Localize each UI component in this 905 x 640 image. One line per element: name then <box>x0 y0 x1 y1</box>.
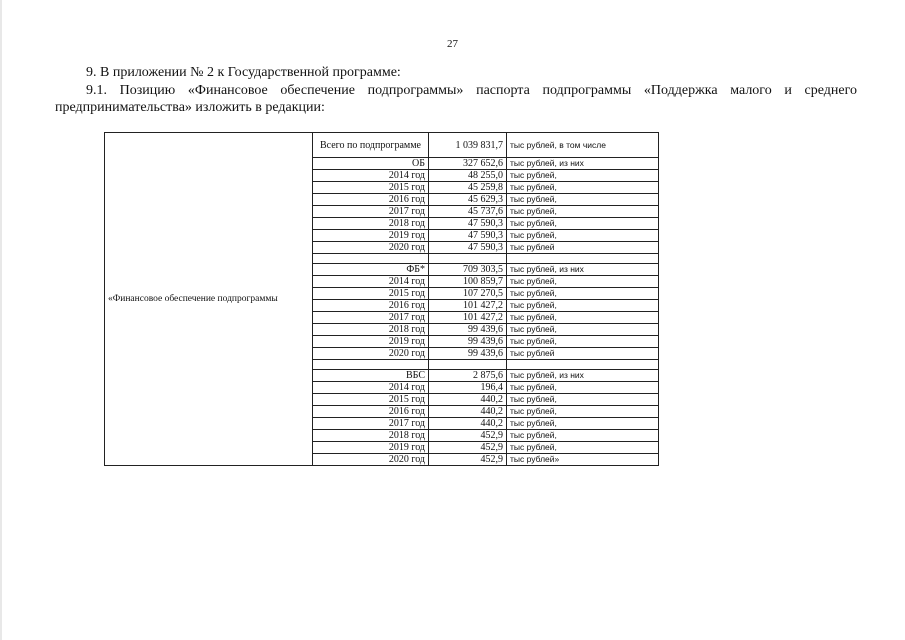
value-cell: 101 427,2 <box>429 312 507 324</box>
category-cell: 2016 год <box>313 194 429 206</box>
category-cell: 2017 год <box>313 206 429 218</box>
category-cell: 2014 год <box>313 170 429 182</box>
unit-cell: тыс рублей, из них <box>507 264 659 276</box>
value-cell: 47 590,3 <box>429 218 507 230</box>
financing-table <box>104 132 659 466</box>
category-cell: 2019 год <box>313 442 429 454</box>
value-cell: 327 652,6 <box>429 158 507 170</box>
unit-cell: тыс рублей, в том числе <box>507 133 659 158</box>
unit-cell: тыс рублей, <box>507 300 659 312</box>
value-cell: 2 875,6 <box>429 370 507 382</box>
financing-table-body <box>105 133 659 466</box>
category-cell: 2015 год <box>313 288 429 300</box>
value-cell: 440,2 <box>429 406 507 418</box>
paragraph-9-1: 9.1. Позицию «Финансовое обеспечение подпрограммы» паспорта подпрограммы «Поддержка малого и среднего предпринимательства» изложить в редакции: <box>55 83 857 115</box>
page-edge-line <box>0 0 2 640</box>
unit-cell: тыс рублей, <box>507 430 659 442</box>
unit-cell: тыс рублей <box>507 348 659 360</box>
unit-cell <box>507 254 659 264</box>
category-cell: 2020 год <box>313 454 429 466</box>
value-cell: 99 439,6 <box>429 348 507 360</box>
category-cell: ВБС <box>313 370 429 382</box>
unit-cell: тыс рублей» <box>507 454 659 466</box>
unit-cell: тыс рублей, <box>507 230 659 242</box>
category-cell: 2019 год <box>313 336 429 348</box>
value-cell: 196,4 <box>429 382 507 394</box>
category-cell: 2016 год <box>313 300 429 312</box>
unit-cell: тыс рублей, <box>507 382 659 394</box>
category-cell: Всего по подпрограмме <box>313 133 429 158</box>
category-cell: 2018 год <box>313 324 429 336</box>
unit-cell: тыс рублей <box>507 242 659 254</box>
value-cell: 48 255,0 <box>429 170 507 182</box>
unit-cell: тыс рублей, <box>507 218 659 230</box>
value-cell: 45 737,6 <box>429 206 507 218</box>
unit-cell: тыс рублей, <box>507 276 659 288</box>
value-cell: 45 259,8 <box>429 182 507 194</box>
unit-cell: тыс рублей, <box>507 312 659 324</box>
value-cell: 47 590,3 <box>429 230 507 242</box>
category-cell: 2018 год <box>313 430 429 442</box>
unit-cell: тыс рублей, <box>507 336 659 348</box>
category-cell: 2016 год <box>313 406 429 418</box>
value-cell: 99 439,6 <box>429 324 507 336</box>
category-cell: 2015 год <box>313 394 429 406</box>
unit-cell: тыс рублей, из них <box>507 158 659 170</box>
category-cell: 2017 год <box>313 312 429 324</box>
value-cell: 101 427,2 <box>429 300 507 312</box>
unit-cell: тыс рублей, <box>507 170 659 182</box>
category-cell: 2020 год <box>313 242 429 254</box>
paragraph-9: 9. В приложении № 2 к Государственной программе: <box>86 65 401 80</box>
value-cell: 107 270,5 <box>429 288 507 300</box>
value-cell <box>429 360 507 370</box>
unit-cell: тыс рублей, <box>507 288 659 300</box>
unit-cell: тыс рублей, из них <box>507 370 659 382</box>
unit-cell: тыс рублей, <box>507 324 659 336</box>
value-cell: 99 439,6 <box>429 336 507 348</box>
value-cell: 709 303,5 <box>429 264 507 276</box>
unit-cell: тыс рублей, <box>507 394 659 406</box>
value-cell: 452,9 <box>429 442 507 454</box>
value-cell: 440,2 <box>429 394 507 406</box>
category-cell: 2020 год <box>313 348 429 360</box>
value-cell: 47 590,3 <box>429 242 507 254</box>
value-cell <box>429 254 507 264</box>
unit-cell: тыс рублей, <box>507 206 659 218</box>
unit-cell: тыс рублей, <box>507 182 659 194</box>
category-cell: 2014 год <box>313 382 429 394</box>
category-cell <box>313 360 429 370</box>
category-cell: 2015 год <box>313 182 429 194</box>
category-cell: 2014 год <box>313 276 429 288</box>
value-cell: 440,2 <box>429 418 507 430</box>
row-label-cell: «Финансовое обеспечение подпрограммы <box>105 133 313 466</box>
value-cell: 1 039 831,7 <box>429 133 507 158</box>
page-number: 27 <box>447 38 458 50</box>
category-cell: ФБ* <box>313 264 429 276</box>
value-cell: 100 859,7 <box>429 276 507 288</box>
unit-cell <box>507 360 659 370</box>
value-cell: 452,9 <box>429 454 507 466</box>
category-cell: 2018 год <box>313 218 429 230</box>
category-cell: 2017 год <box>313 418 429 430</box>
table-row <box>105 133 659 158</box>
category-cell: ОБ <box>313 158 429 170</box>
category-cell <box>313 254 429 264</box>
unit-cell: тыс рублей, <box>507 442 659 454</box>
value-cell: 452,9 <box>429 430 507 442</box>
unit-cell: тыс рублей, <box>507 418 659 430</box>
category-cell: 2019 год <box>313 230 429 242</box>
value-cell: 45 629,3 <box>429 194 507 206</box>
unit-cell: тыс рублей, <box>507 194 659 206</box>
unit-cell: тыс рублей, <box>507 406 659 418</box>
